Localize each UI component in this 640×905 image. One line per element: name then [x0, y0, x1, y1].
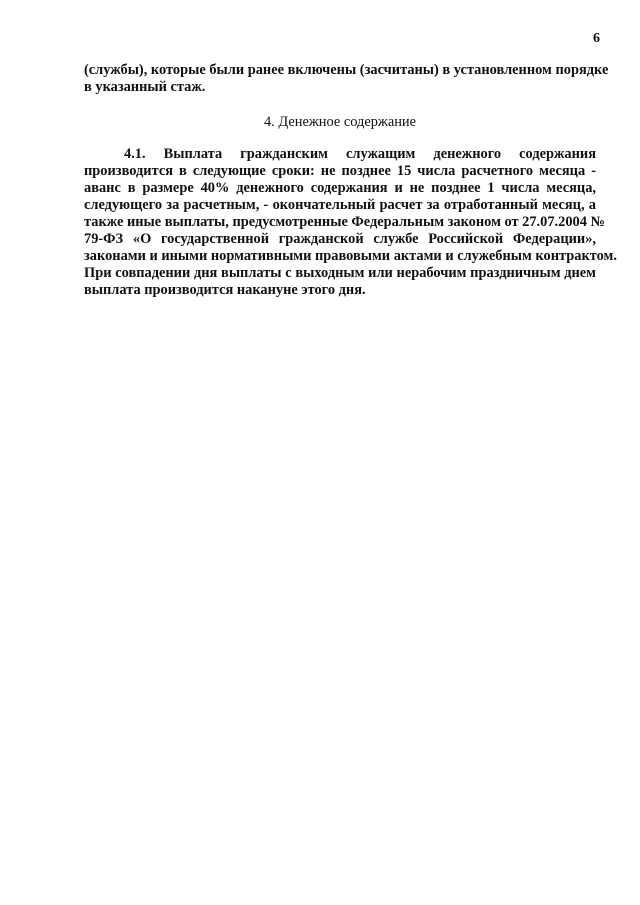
continuation-line-2: в указанный стаж.	[84, 79, 206, 95]
paragraph-line-2: производится в следующие сроки: не позднее 15 числа расчетного месяца -	[84, 163, 596, 179]
paragraph-line-6: 79-ФЗ «О государственной гражданской службе Российской Федерации»,	[84, 231, 596, 247]
paragraph-line-4: следующего за расчетным, - окончательный расчет за отработанный месяц, а	[84, 197, 596, 213]
continuation-line-1: (службы), которые были ранее включены (засчитаны) в установленном порядке	[84, 62, 609, 78]
continuation-text	[84, 62, 609, 96]
paragraph-line-8: При совпадении дня выплаты с выходным или нерабочим праздничным днем	[84, 265, 596, 281]
section-heading: 4. Денежное содержание	[263, 114, 417, 130]
paragraph-4-1	[84, 146, 617, 299]
page-number: 6	[593, 31, 600, 46]
paragraph-line-7: законами и иными нормативными правовыми актами и служебным контрактом.	[84, 248, 617, 264]
paragraph-line-1: 4.1. Выплата гражданским служащим денежного содержания	[124, 146, 596, 162]
paragraph-line-5: также иные выплаты, предусмотренные Федеральным законом от 27.07.2004 №	[84, 214, 605, 230]
paragraph-line-3: аванс в размере 40% денежного содержания и не позднее 1 числа месяца,	[84, 180, 596, 196]
paragraph-line-9: выплата производится накануне этого дня.	[84, 282, 366, 298]
